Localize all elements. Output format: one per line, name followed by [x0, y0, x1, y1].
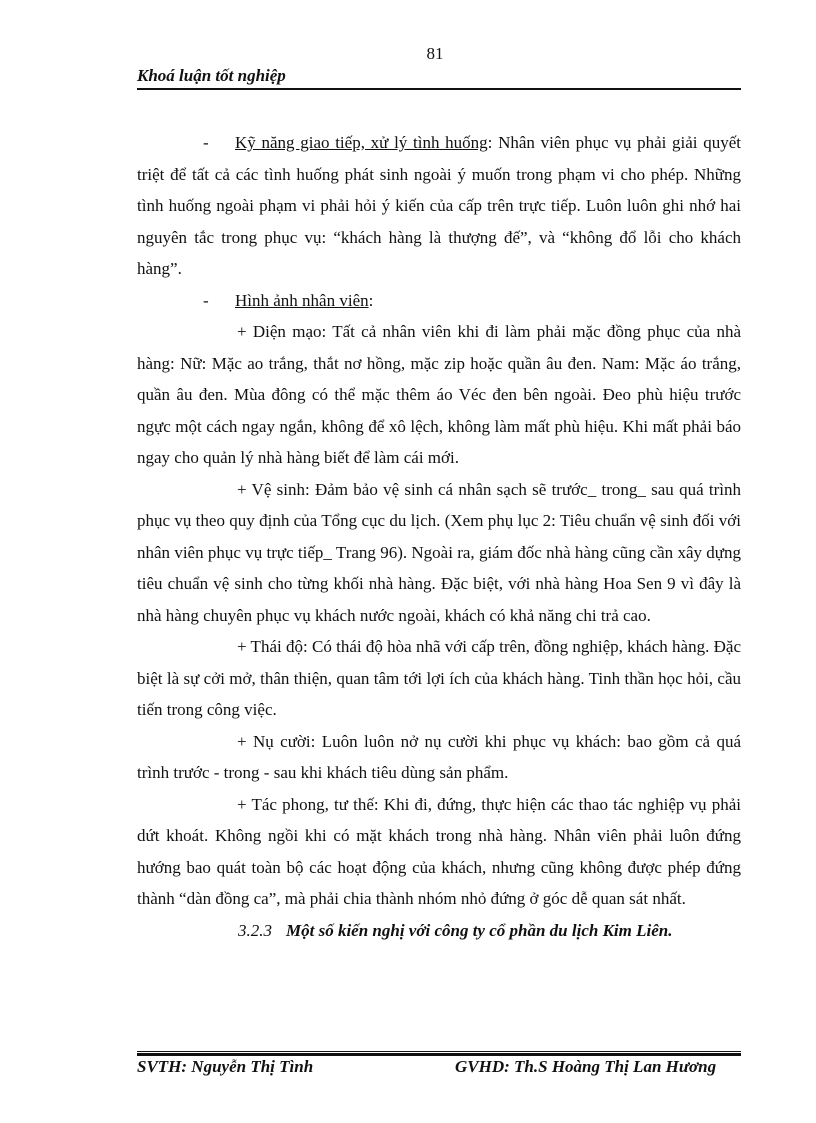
communication-skills-text: : Nhân viên phục vụ phải giải quyết triệt để tất cả các tình huống phát sinh ngoài ý muốn trong phạm vi cho phép. Những tình huống ngoài phạm vi phải hỏi ý kiến của cấp trên trực tiếp. Luôn luôn ghi nhớ hai nguyên tắc trong phục vụ: “khách hàng là thượng đế”, và “không đổ lỗi cho khách hàng”. [137, 133, 742, 278]
paragraph-hygiene: + Vệ sinh: Đảm bảo vệ sinh cá nhân sạch sẽ trước_ trong_ sau quá trình phục vụ theo quy định của Tổng cục du lịch. (Xem phụ lục 2: Tiêu chuẩn vệ sinh đối với nhân viên phục vụ trực tiếp_ Trang 96). Ngoài ra, giám đốc nhà hàng cũng cần xây dựng tiêu chuẩn vệ sinh cho từng khối nhà hàng. Đặc biệt, với nhà hàng Hoa Sen 9 vì đây là nhà hàng chuyên phục vụ khách nước ngoài, khách có khả năng chi trả cao. [137, 479, 741, 625]
bullet-dash: - [203, 133, 209, 152]
footer-rule [137, 1051, 741, 1056]
header-rule [137, 88, 741, 90]
footer-advisor: GVHD: Th.S Hoàng Thị Lan Hương [455, 1057, 717, 1076]
section-title: Một số kiến nghị với công ty cổ phần du lịch Kim Liên. [286, 920, 673, 940]
section-heading [137, 915, 741, 947]
staff-image-text: : [368, 290, 374, 310]
paragraph-communication-skills [137, 127, 741, 285]
page-number: 81 [426, 44, 444, 63]
paragraph-attitude: + Thái độ: Có thái độ hòa nhã với cấp trên, đồng nghiệp, khách hàng. Đặc biệt là sự cởi mở, thân thiện, quan tâm tới lợi ích của khách hàng. Tinh thần học hỏi, cầu tiến trong công việc. [137, 637, 741, 719]
communication-skills-label: Kỹ năng giao tiếp, xử lý tình huống [235, 133, 488, 152]
staff-image-label: Hình ảnh nhân viên [235, 290, 369, 310]
paragraph-smile: + Nụ cười: Luôn luôn nở nụ cười khi phục vụ khách: bao gồm cả quá trình trước - trong - sau khi khách tiêu dùng sản phẩm. [137, 731, 741, 782]
paragraph-appearance: + Diện mạo: Tất cả nhân viên khi đi làm phải mặc đồng phục của nhà hàng: Nữ: Mặc ao trắng, thắt nơ hồng, mặc zip hoặc quần âu đen. Nam: Mặc áo trắng, quần âu đen. Mùa đông có thể mặc thêm áo Véc đen bên ngoài. Đeo phù hiệu trước ngực một cách ngay ngắn, không để xô lệch, không làm mất phù hiệu. Khi mất phải báo ngay cho quản lý nhà hàng biết để làm cái mới. [137, 322, 741, 467]
paragraph-staff-image [137, 285, 741, 317]
header-title: Khoá luận tốt nghiệp [137, 66, 286, 85]
bullet-dash: - [203, 290, 209, 310]
section-number: 3.2.3 [238, 920, 272, 940]
body-text [137, 127, 741, 946]
paragraph-manner: + Tác phong, tư thế: Khi đi, đứng, thực hiện các thao tác nghiệp vụ phải dứt khoát. Không ngồi khi có mặt khách trong nhà hàng. Nhân viên phải luôn đứng hướng bao quát toàn bộ các hoạt động của khách, nhưng cũng không được phép đứng thành “dàn đồng ca”, mà phải chia thành nhóm nhỏ đứng ở góc dễ quan sát nhất. [137, 794, 741, 908]
footer-student: SVTH: Nguyễn Thị Tình [137, 1057, 314, 1076]
